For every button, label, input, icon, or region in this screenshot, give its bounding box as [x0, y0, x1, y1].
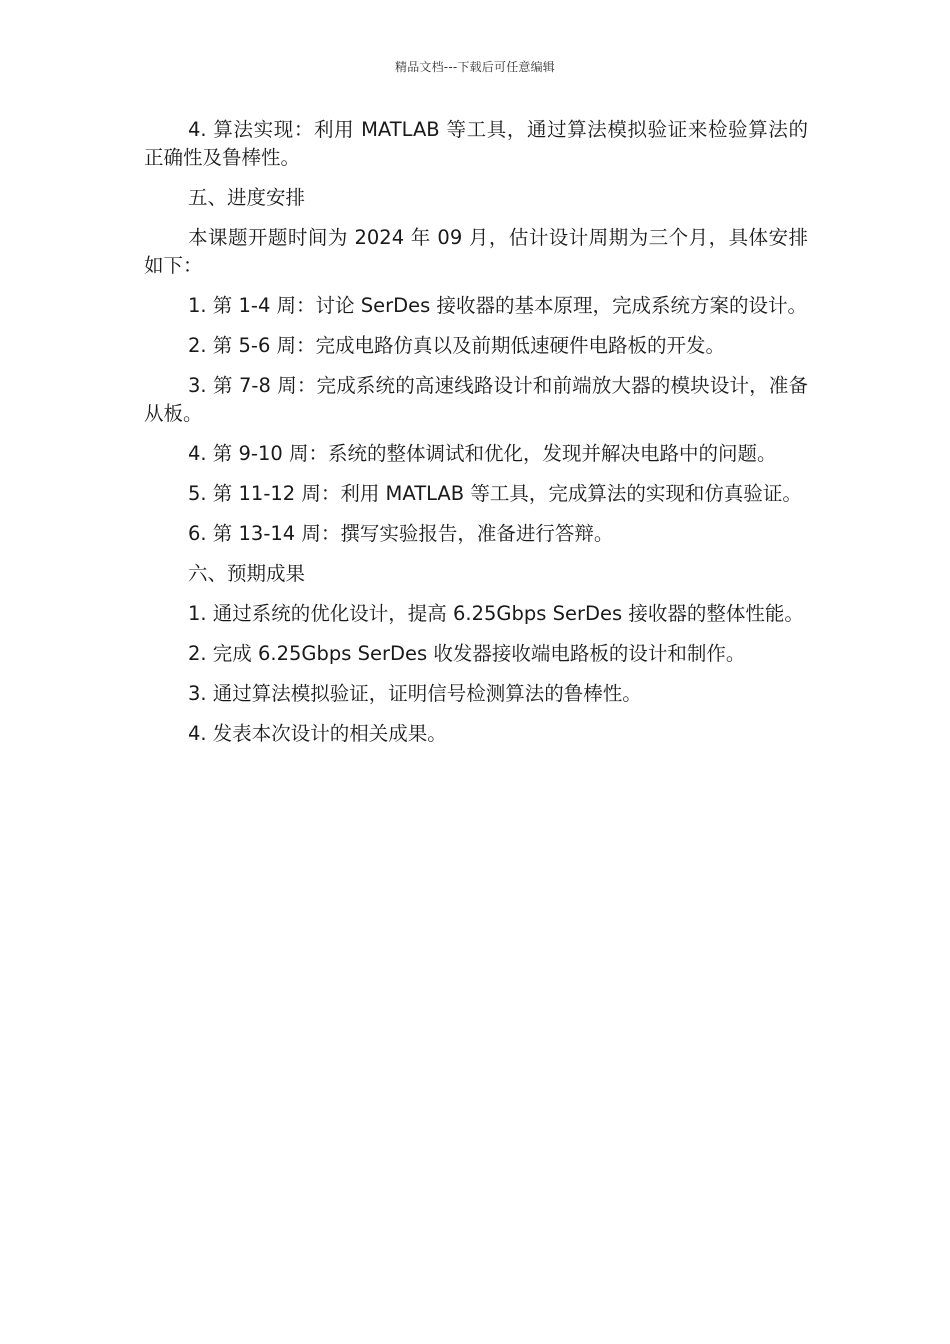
- section-heading-expected-results: 六、预期成果: [188, 562, 306, 585]
- schedule-item-weeks-5-6: 2. 第 5-6 周：完成电路仿真以及前期低速硬件电路板的开发。: [188, 334, 726, 357]
- paragraph-algorithm-implementation: 4. 算法实现：利用 MATLAB 等工具，通过算法模拟验证来检验算法的正确性及鲁棒性。: [144, 118, 808, 169]
- result-item-2: 2. 完成 6.25Gbps SerDes 收发器接收端电路板的设计和制作。: [188, 642, 746, 665]
- schedule-item-weeks-13-14: 6. 第 13-14 周：撰写实验报告，准备进行答辩。: [188, 522, 614, 545]
- result-item-3: 3. 通过算法模拟验证，证明信号检测算法的鲁棒性。: [188, 682, 642, 705]
- document-body: [144, 116, 808, 760]
- page-header: 精品文档---下载后可任意编辑: [395, 60, 555, 74]
- schedule-item-weeks-9-10: 4. 第 9-10 周：系统的整体调试和优化，发现并解决电路中的问题。: [188, 442, 777, 465]
- paragraph-schedule-intro: 本课题开题时间为 2024 年 09 月，估计设计周期为三个月，具体安排如下：: [144, 226, 808, 277]
- section-heading-schedule: 五、进度安排: [188, 186, 306, 209]
- result-item-4: 4. 发表本次设计的相关成果。: [188, 722, 447, 745]
- schedule-item-weeks-1-4: 1. 第 1-4 周：讨论 SerDes 接收器的基本原理，完成系统方案的设计。: [188, 294, 808, 317]
- schedule-item-weeks-7-8: 3. 第 7-8 周：完成系统的高速线路设计和前端放大器的模块设计，准备从板。: [144, 374, 808, 425]
- schedule-item-weeks-11-12: 5. 第 11-12 周：利用 MATLAB 等工具，完成算法的实现和仿真验证。: [188, 482, 802, 505]
- result-item-1: 1. 通过系统的优化设计，提高 6.25Gbps SerDes 接收器的整体性能。: [188, 602, 804, 625]
